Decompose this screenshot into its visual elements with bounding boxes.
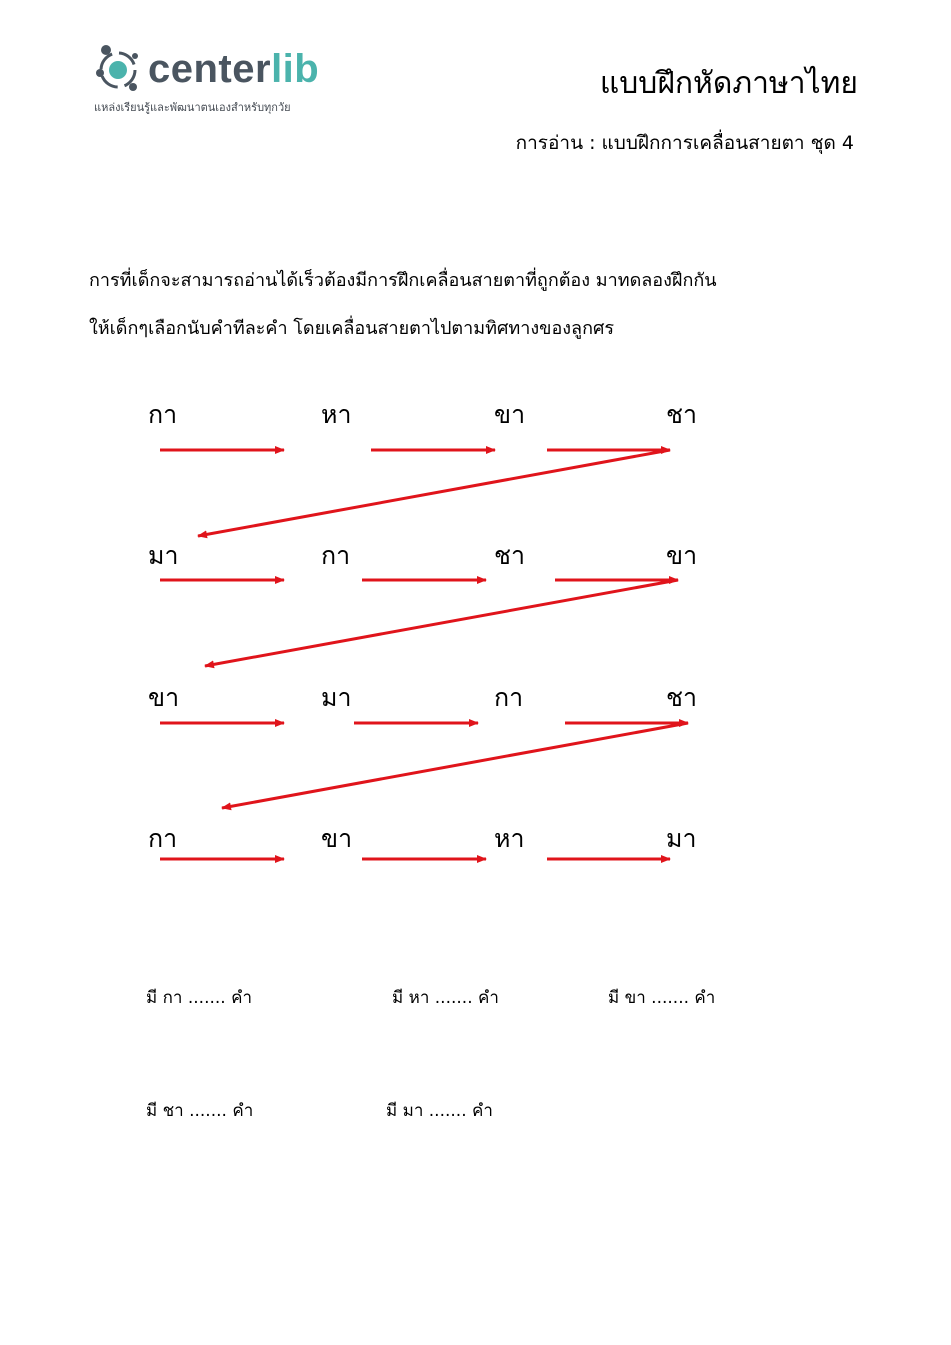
logo-tagline: แหล่งเรียนรู้และพัฒนาตนเองสำหรับทุกวัย — [94, 101, 291, 114]
logo-wordmark — [148, 44, 319, 94]
word-r1-c3: ขา — [494, 400, 526, 429]
word-r1-c2: หา — [321, 400, 352, 429]
logo-mark-icon — [92, 42, 148, 98]
word-r2-c1: มา — [148, 541, 179, 570]
word-r4-c4: มา — [666, 824, 697, 853]
word-r1-c4: ชา — [666, 400, 698, 429]
logo-wordmark-center: center — [148, 47, 272, 91]
word-r4-c1: กา — [148, 824, 178, 853]
word-r4-c2: ขา — [321, 824, 353, 853]
count-kha: มี ขา ....... คำ — [608, 988, 716, 1008]
instruction-line-1: การที่เด็กจะสามารถอ่านได้เร็วต้องมีการฝึกเคลื่อนสายตาที่ถูกต้อง มาทดลองฝึกกัน — [89, 270, 717, 291]
count-ma: มี มา ....... คำ — [386, 1101, 493, 1121]
logo-wordmark-lib: lib — [271, 47, 320, 91]
centerlib-logo — [92, 42, 352, 122]
word-r2-c3: ชา — [494, 541, 526, 570]
arrow-return-3 — [222, 723, 688, 808]
worksheet-subtitle: การอ่าน : แบบฝึกการเคลื่อนสายตา ชุด 4 — [515, 132, 854, 154]
count-ha: มี หา ....... คำ — [392, 988, 499, 1008]
word-r3-c3: กา — [494, 683, 524, 712]
worksheet-title: แบบฝึกหัดภาษาไทย — [599, 66, 858, 101]
word-r2-c4: ขา — [666, 541, 698, 570]
count-ka: มี กา ....... คำ — [146, 988, 253, 1008]
word-r3-c2: มา — [321, 683, 352, 712]
count-cha: มี ชา ....... คำ — [146, 1101, 254, 1121]
word-r1-c1: กา — [148, 400, 178, 429]
word-r3-c1: ขา — [148, 683, 180, 712]
arrow-return-1 — [198, 450, 670, 536]
word-r2-c2: กา — [321, 541, 351, 570]
word-r4-c3: หา — [494, 824, 525, 853]
word-r3-c4: ชา — [666, 683, 698, 712]
arrow-return-2 — [205, 580, 678, 666]
instruction-line-2: ให้เด็กๆเลือกนับคำทีละคำ โดยเคลื่อนสายตาไปตามทิศทางของลูกศร — [89, 318, 615, 339]
